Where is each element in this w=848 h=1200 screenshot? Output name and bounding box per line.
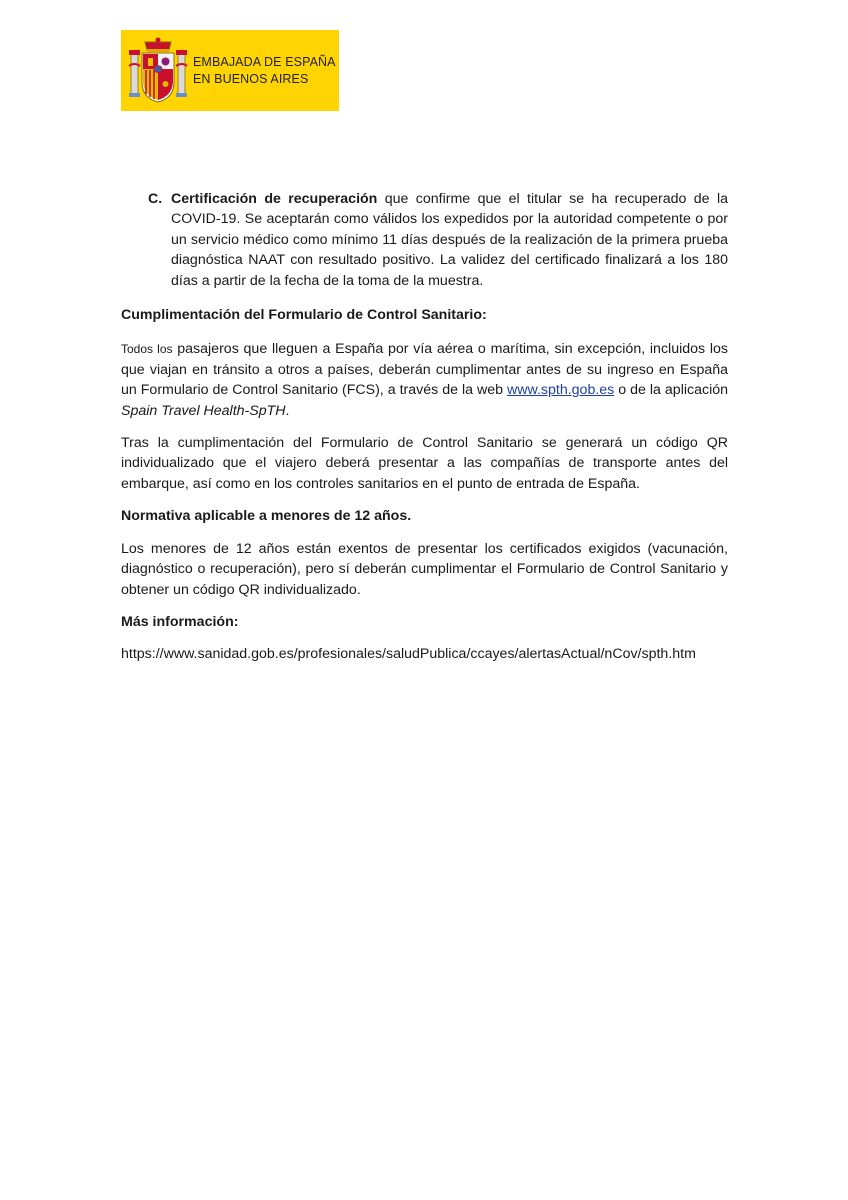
minors-paragraph: Los menores de 12 años están exentos de presentar los certificados exigidos (vacunación, diagnóstico o recuperación), pero sí deberán cumplimentar el Formulario de Control Sanitario y obtener un código QR individualizado.: [121, 540, 728, 598]
spth-app-name: Spain Travel Health-SpTH: [121, 402, 286, 419]
fcs-paragraph-1: [121, 339, 728, 421]
more-info-heading: Más información:: [121, 613, 239, 630]
list-item-recovery-certificate: [121, 189, 728, 291]
list-marker: C.: [148, 191, 163, 207]
embassy-name-line2: EN BUENOS AIRES: [193, 72, 309, 86]
fcs-paragraph-1-lead: Todos los: [121, 342, 173, 357]
embassy-logo: [121, 30, 339, 111]
spain-coat-of-arms-icon: [127, 36, 189, 106]
spth-website-link[interactable]: www.spth.gob.es: [507, 382, 615, 399]
fcs-paragraph-1-text: pasajeros que lleguen a España por vía aérea o marítima, sin excepción, incluidos los que viajan en tránsito a otros a países, deberán cumplimentar antes de su ingreso en España un Formulario de Control Sanitario (FCS), a través de la web: [121, 341, 729, 399]
embassy-name-line1: EMBAJADA DE ESPAÑA: [193, 55, 336, 69]
recovery-certificate-text: que confirme que el titular se ha recuperado de la COVID-19. Se aceptarán como válidos los expedidos por la autoridad competente o por un servicio médico como mínimo 11 días después de la realización de la primera prueba diagnóstica NAAT con resultado positivo. La validez del certificado finalizará a los 180 días a partir de la fecha de la toma de la muestra.: [171, 191, 728, 289]
embassy-name: [193, 54, 336, 88]
fcs-heading: Cumplimentación del Formulario de Control Sanitario:: [121, 307, 487, 324]
fcs-paragraph-2: Tras la cumplimentación del Formulario de Control Sanitario se generará un código QR individualizado que el viajero deberá presentar a las compañías de transporte antes del embarque, así como en los controles sanitarios en el punto de entrada de España.: [121, 435, 728, 492]
fcs-paragraph-1-end: .: [285, 402, 290, 419]
document-body: [121, 189, 728, 665]
fcs-paragraph-1-after-link: o de la aplicación: [614, 382, 729, 399]
recovery-certificate-title: Certificación de recuperación: [171, 191, 378, 207]
minors-heading: Normativa aplicable a menores de 12 años.: [121, 508, 412, 525]
more-info-url[interactable]: https://www.sanidad.gob.es/profesionales/saludPublica/ccayes/alertasActual/nCov/spth.htm: [121, 646, 696, 663]
